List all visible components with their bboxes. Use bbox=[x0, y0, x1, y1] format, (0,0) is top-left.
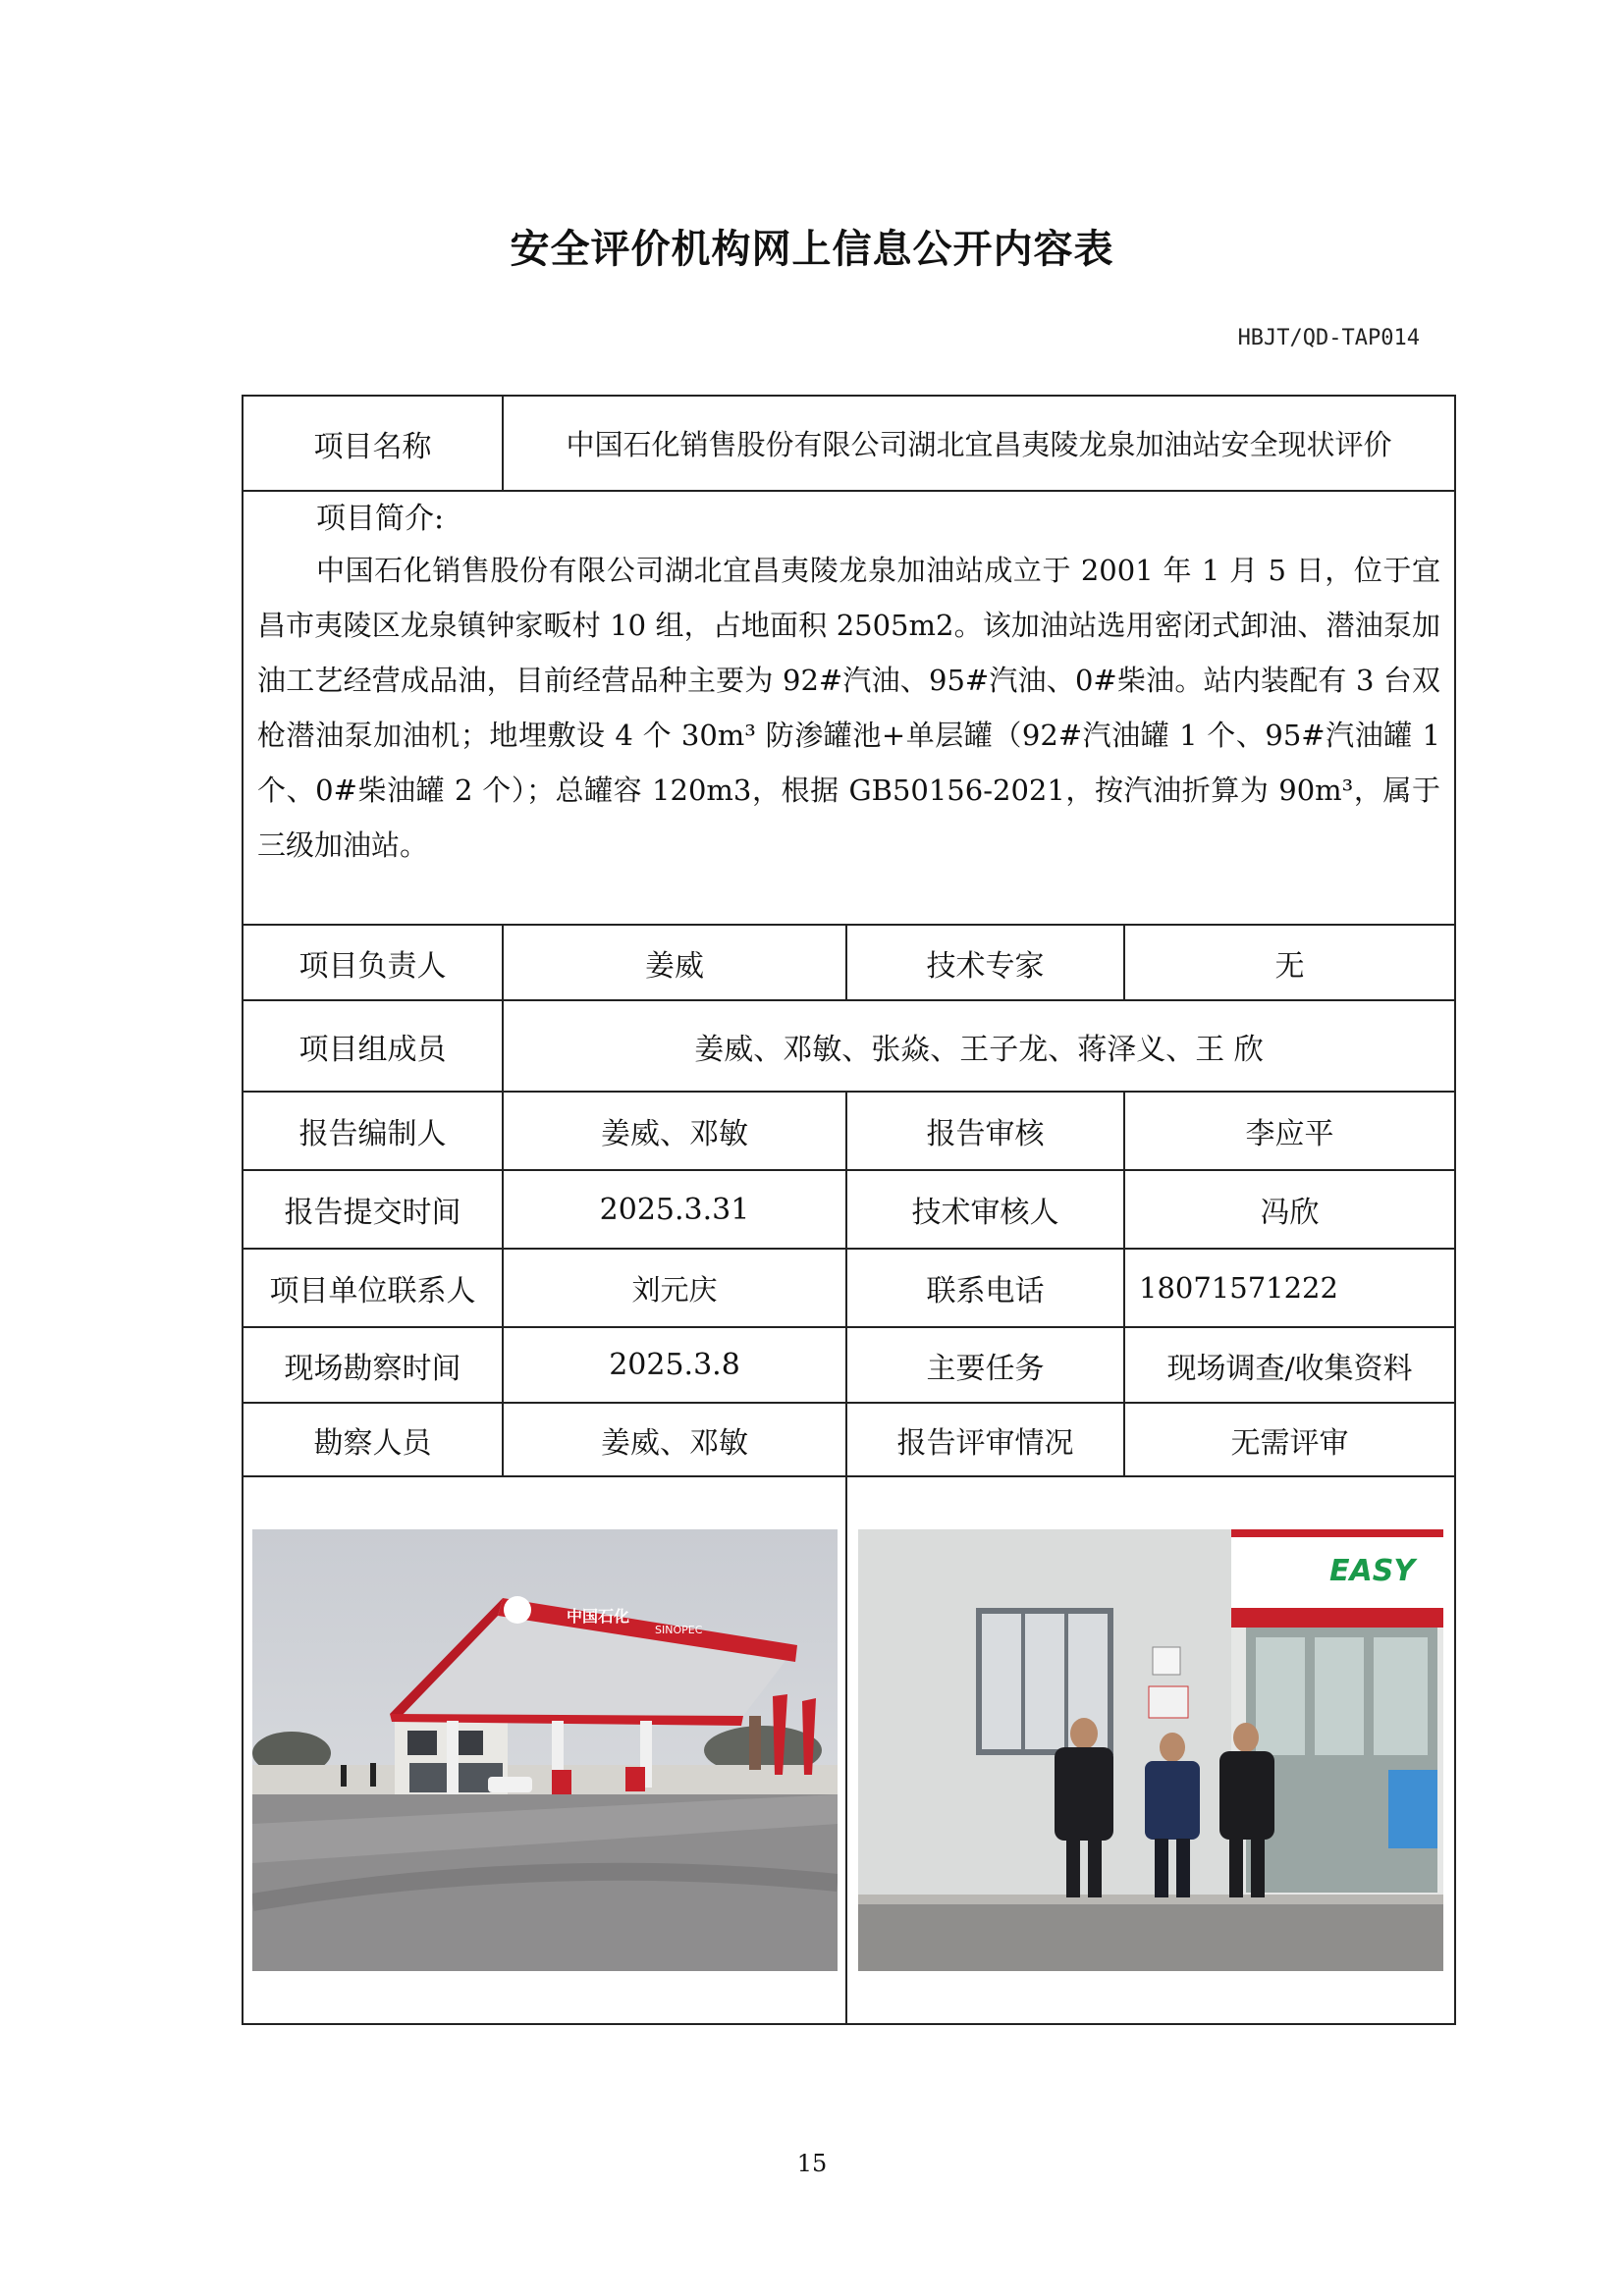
gas-station-photo bbox=[252, 1529, 838, 1971]
review-label: 报告审核 bbox=[846, 1092, 1124, 1170]
site-survey-illustration bbox=[858, 1529, 1443, 1971]
review-value: 李应平 bbox=[1124, 1092, 1455, 1170]
task-value: 现场调查/收集资料 bbox=[1124, 1327, 1455, 1403]
tech-review-label: 技术审核人 bbox=[846, 1170, 1124, 1249]
project-intro-label: 项目简介: bbox=[316, 502, 445, 536]
document-title: 安全评价机构网上信息公开内容表 bbox=[510, 227, 1114, 272]
members-label: 项目组成员 bbox=[243, 1000, 503, 1092]
author-label: 报告编制人 bbox=[243, 1092, 503, 1170]
document-code: HBJT/QD-TAP014 bbox=[1237, 326, 1420, 350]
surveyors-value: 姜威、邓敏 bbox=[503, 1403, 846, 1476]
survey-time-value: 2025.3.8 bbox=[503, 1327, 846, 1403]
expert-label: 技术专家 bbox=[846, 925, 1124, 1000]
sinopec-sign-cn: 中国石化 bbox=[566, 1607, 629, 1626]
project-intro: 中国石化销售股份有限公司湖北宜昌夷陵龙泉加油站成立于 2001 年 1 月 5 日，位于宜昌市夷陵区龙泉镇钟家畈村 10 组，占地面积 2505m2。该加油站选用密闭式卸油、潜油泵加油工艺经营成品油，目前经营品种主要为 92#汽油、95#汽油、0#柴油。站内装配有 3 台双枪潜油泵加油机；地埋敷设 4 个 30m³ 防渗罐池+单层罐（92#汽油罐 1 个、95#汽油罐 1 个、0#柴油罐 2 个）；总罐容 120m3，根据 GB50156-2021，按汽油折算为 90m³，属于三级加油站。 bbox=[257, 554, 1441, 862]
easy-sign: EASY bbox=[1329, 1554, 1416, 1588]
gas-station-illustration bbox=[252, 1529, 838, 1971]
task-label: 主要任务 bbox=[846, 1327, 1124, 1403]
phone-label: 联系电话 bbox=[846, 1249, 1124, 1327]
sinopec-sign-en: SINOPEC bbox=[654, 1624, 702, 1636]
project-name-label: 项目名称 bbox=[243, 396, 503, 491]
submit-time-label: 报告提交时间 bbox=[243, 1170, 503, 1249]
surveyors-label: 勘察人员 bbox=[243, 1403, 503, 1476]
author-value: 姜威、邓敏 bbox=[503, 1092, 846, 1170]
page-number: 15 bbox=[796, 2150, 828, 2177]
photo-cell-right bbox=[846, 1476, 1455, 2024]
review-status-value: 无需评审 bbox=[1124, 1403, 1455, 1476]
project-name: 中国石化销售股份有限公司湖北宜昌夷陵龙泉加油站安全现状评价 bbox=[503, 396, 1455, 491]
info-table bbox=[242, 395, 1456, 2025]
expert-value: 无 bbox=[1124, 925, 1455, 1000]
review-status-label: 报告评审情况 bbox=[846, 1403, 1124, 1476]
photo-cell-left bbox=[243, 1476, 846, 2024]
tech-review-value: 冯欣 bbox=[1124, 1170, 1455, 1249]
leader-value: 姜威 bbox=[503, 925, 846, 1000]
contact-label: 项目单位联系人 bbox=[243, 1249, 503, 1327]
submit-time-value: 2025.3.31 bbox=[503, 1170, 846, 1249]
survey-time-label: 现场勘察时间 bbox=[243, 1327, 503, 1403]
phone-value: 18071571222 bbox=[1124, 1249, 1455, 1327]
contact-value: 刘元庆 bbox=[503, 1249, 846, 1327]
site-survey-photo bbox=[858, 1529, 1443, 1971]
members-value: 姜威、邓敏、张焱、王子龙、蒋泽义、王 欣 bbox=[503, 1000, 1455, 1092]
project-intro-cell bbox=[243, 491, 1455, 925]
leader-label: 项目负责人 bbox=[243, 925, 503, 1000]
